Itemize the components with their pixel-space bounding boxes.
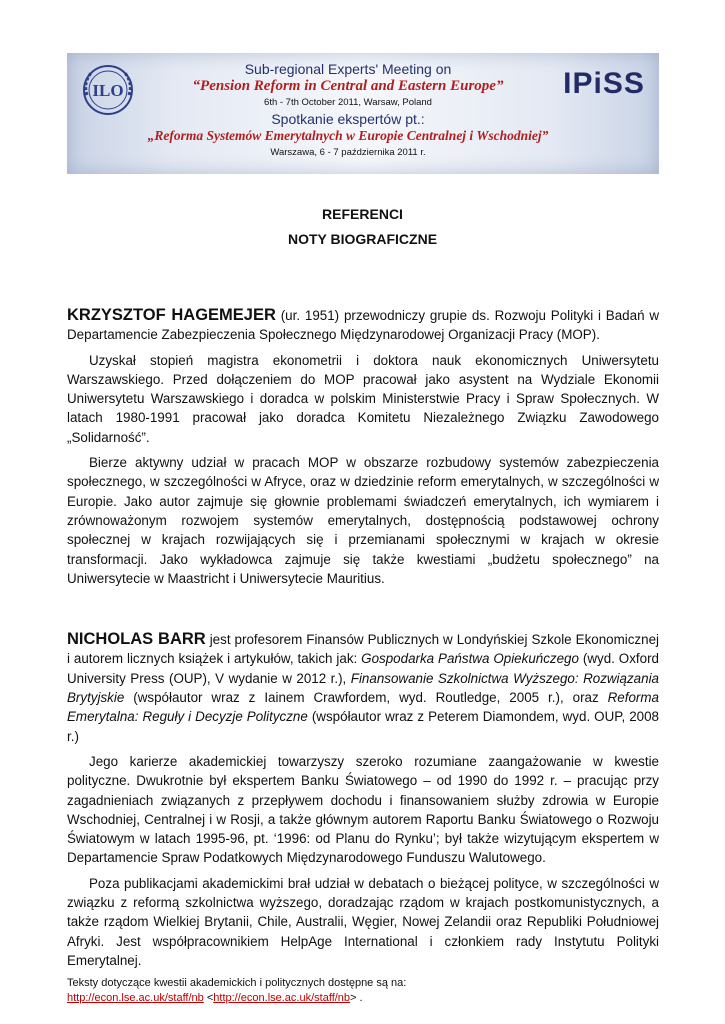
- bio1-paragraph-2: Uzyskał stopień magistra ekonometrii i doktora nauk ekonomicznych Uniwersytetu Warszawskiego. Przed dołączeniem do MOP pracował jako asystent na Wydziale Ekonomii Uniwersytetu Warszawskiego i doradca w polskim Ministerstwie Pracy i Spraw Społecznych. W latach 1980-1991 pracował jako doradca Komitetu Niezależnego Związku Zawodowego „Solidarność”.: [67, 352, 659, 445]
- svg-text:ILO: ILO: [92, 81, 124, 100]
- book-title-1: Gospodarka Państwa Opiekuńczego: [361, 651, 579, 667]
- bio2-paragraph-3: Poza publikacjami akademickimi brał udział w debatach o bieżącej polityce, w szczególności w związku z reformą szkolnictwa wyższego, doradzając rządom w krajach postkomunistycznych, a także rządom Wielkiej Brytanii, Chile, Australii, Węgier, Nowej Zelandii oraz Republiki Południowej Afryki. Jest współpracownikiem HelpAge International i członkiem rady Instytutu Polityki Emerytalnej.: [67, 875, 659, 968]
- banner-line-5: „Reforma Systemów Emerytalnych w Europie Centralnej i Wschodniej”: [147, 128, 549, 143]
- footnote-bracket-open: <: [203, 992, 214, 1005]
- bio2-intro-text-c: (wyd. Oxford University Press (OUP), V wydanie w 2012 r.),: [67, 651, 659, 686]
- bio2-paragraph-2: Jego karierze akademickiej towarzyszy szeroko rozumiane zaangażowanie w kwestie polityczne. Dwukrotnie był ekspertem Banku Światowego – od 1990 do 1992 r. – pracując przy zagadnieniach związanych z przepływem dochodu i finansowaniem służby zdrowia w Europie Wschodniej, Centralnej i w Rosji, a także głównym autorem Raportu Banku Światowego o Rozwoju Światowym w latach 1995-96, pt. ‘1996: od Planu do Rynku’; był także wizytującym ekspertem w Departamencie Spraw Podatkowych Międzynarodowego Funduszu Walutowego.: [67, 753, 659, 866]
- ipiss-logo-icon: IPiSS: [563, 67, 645, 100]
- bio2-intro: [67, 630, 659, 746]
- ilo-logo-icon: [79, 63, 137, 117]
- book-title-3: Reforma Emerytalna: Reguły i Decyzje Polityczne: [67, 690, 659, 725]
- document-titles: [0, 202, 725, 252]
- banner-line-6: Warszawa, 6 - 7 października 2011 r.: [270, 147, 426, 158]
- bio1-intro-text: (ur. 1951) przewodniczy grupie ds. Rozwoju Polityki i Badań w Departamencie Zabezpieczenia Społecznego Międzynarodowej Organizacji Pracy (MOP).: [67, 308, 660, 343]
- footnote-links: [67, 991, 659, 1006]
- document-body: [67, 306, 659, 1006]
- banner-line-2: “Pension Reform in Central and Eastern Europe”: [192, 78, 504, 94]
- footnote-text: Teksty dotyczące kwestii akademickich i politycznych dostępne są na:: [67, 977, 407, 990]
- title-referenci: REFERENCI: [322, 206, 403, 222]
- banner-line-4: Spotkanie ekspertów pt.:: [271, 111, 425, 127]
- footnote-bracket-close: > .: [350, 992, 363, 1005]
- title-noty-biograficzne: NOTY BIOGRAFICZNE: [287, 231, 438, 247]
- banner-text: [137, 57, 559, 158]
- footnote: [67, 976, 659, 1006]
- bio2-name: NICHOLAS BARR: [67, 630, 206, 649]
- footnote-link-1[interactable]: http://econ.lse.ac.uk/staff/nb: [67, 992, 204, 1005]
- bio2-intro-text-a: jest profesorem Finansów Publicznych w Londyńskiej Szkole Ekonomicznej i autorem licznych książek i artykułów, takich jak:: [67, 632, 659, 667]
- bio1-intro: [67, 306, 659, 345]
- banner-line-3: 6th - 7th October 2011, Warsaw, Poland: [264, 97, 432, 108]
- banner-line-1: Sub-regional Experts' Meeting on: [244, 61, 452, 77]
- book-title-2: Finansowanie Szkolnictwa Wyższego: Rozwiązania Brytyjskie: [67, 670, 659, 706]
- bio2-intro-text-g: (współautor wraz z Peterem Diamondem, wyd. OUP, 2008 r.): [67, 709, 659, 744]
- bio2-intro-text-e: (współautor wraz z Iainem Crawfordem, wyd. Routledge, 2005 r.), oraz: [124, 690, 608, 706]
- bio1-paragraph-3: Bierze aktywny udział w pracach MOP w obszarze rozbudowy systemów zabezpieczenia społecznego, w szczególności w Afryce, oraz w dziedzinie reform emerytalnych, w szczególności w Europie. Jako autor zajmuje się głownie problemami świadczeń emerytalnych, ich wymiarem i zrównoważonym rozwojem systemów emerytalnych, dostępnością podstawowej ochrony społecznej w krajach rozwijających się i przemianami społecznymi w krajach w okresie transformacji. Jako wykładowca zajmuje się także kwestiami „budżetu społecznego” na Uniwersytecie w Maastricht i Uniwersytecie Mauritius.: [67, 455, 659, 586]
- bio1-name: KRZYSZTOF HAGEMEJER: [67, 306, 276, 324]
- footnote-link-2[interactable]: http://econ.lse.ac.uk/staff/nb: [213, 992, 351, 1005]
- conference-banner: [67, 53, 659, 174]
- section-gap: [67, 594, 659, 630]
